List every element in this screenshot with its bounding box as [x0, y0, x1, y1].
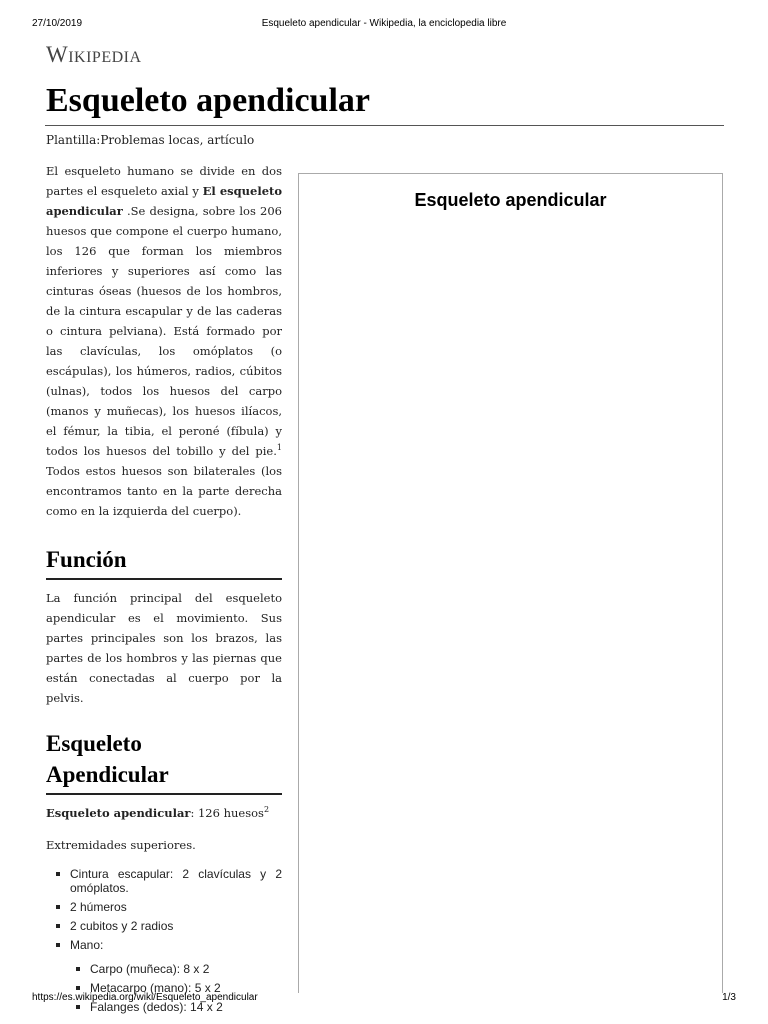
list-item: Carpo (muñeca): 8 x 2: [90, 962, 282, 976]
intro-bold-term: El esqueleto apendicular: [46, 184, 282, 218]
section-heading-line-2: Apendicular: [46, 762, 169, 787]
print-header: [32, 18, 736, 32]
reference-1-link[interactable]: 1: [276, 443, 282, 453]
page-title: Esqueleto apendicular: [46, 82, 370, 119]
list-item: 2 cubitos y 2 radios: [70, 919, 282, 933]
wikipedia-wordmark[interactable]: Wikipedia: [46, 42, 142, 67]
print-date: 27/10/2019: [32, 18, 83, 29]
list-item: 2 húmeros: [70, 900, 282, 914]
template-notice: Plantilla:Problemas locas, artículo: [46, 133, 255, 147]
extremidades-label: Extremidades superiores.: [46, 838, 196, 852]
summary-text: : 126 huesos: [190, 806, 264, 820]
intro-text-middle: .Se designa, sobre los 206 huesos que compone el cuerpo humano, los 126 que forman los miembros inferiores y superiores así como las cinturas óseas (huesos de los hombros, de la cintura escapular y de las caderas o cintura pelviana). Está formado por las clavículas, los omóplatos (o escápulas), los húmeros, radios, cúbitos (ulnas), todos los huesos del carpo (manos y muñecas), los huesos ilíacos, el fémur, la tibia, el peroné (fíbula) y todos los huesos del tobillo y del pie.: [46, 204, 282, 458]
page-number: 1/3: [722, 992, 736, 1003]
funcion-paragraph: La función principal del esqueleto apendicular es el movimiento. Sus partes principales son los brazos, las partes de los hombros y las piernas que están conectadas al cuerpo por la pelvis.: [46, 591, 282, 705]
infobox: [298, 173, 723, 993]
intro-text-start: El esqueleto humano se divide en dos partes el esqueleto axial y: [46, 164, 282, 198]
section-heading-line-1: Esqueleto: [46, 731, 142, 756]
section-heading-esqueleto-apendicular: [46, 728, 282, 795]
list-item: Cintura escapular: 2 clavículas y 2 omóplatos.: [70, 867, 282, 895]
list-item: Falanges (dedos): 14 x 2: [90, 1000, 282, 1014]
article-body: [46, 131, 282, 1019]
intro-text-end: Todos estos huesos son bilaterales (los encontramos tanto en la parte derecha como en la izquierda del cuerpo).: [46, 464, 282, 518]
section-heading-funcion: Función: [46, 544, 282, 580]
infobox-title: Esqueleto apendicular: [414, 190, 607, 210]
page-url[interactable]: https://es.wikipedia.org/wiki/Esqueleto_apendicular: [32, 992, 258, 1003]
reference-2-link[interactable]: 2: [263, 805, 270, 815]
intro-paragraph: [46, 161, 282, 521]
print-page-title: Esqueleto apendicular - Wikipedia, la enciclopedia libre: [261, 18, 507, 29]
list-item-label: Mano:: [70, 938, 104, 952]
hand-bone-list: [70, 962, 282, 1014]
bone-count-summary: [46, 803, 282, 823]
print-footer: [32, 992, 736, 1006]
summary-bold-term: Esqueleto apendicular: [46, 806, 191, 820]
list-item: Metacarpo (mano): 5 x 2: [90, 981, 282, 995]
title-divider: [45, 125, 724, 126]
